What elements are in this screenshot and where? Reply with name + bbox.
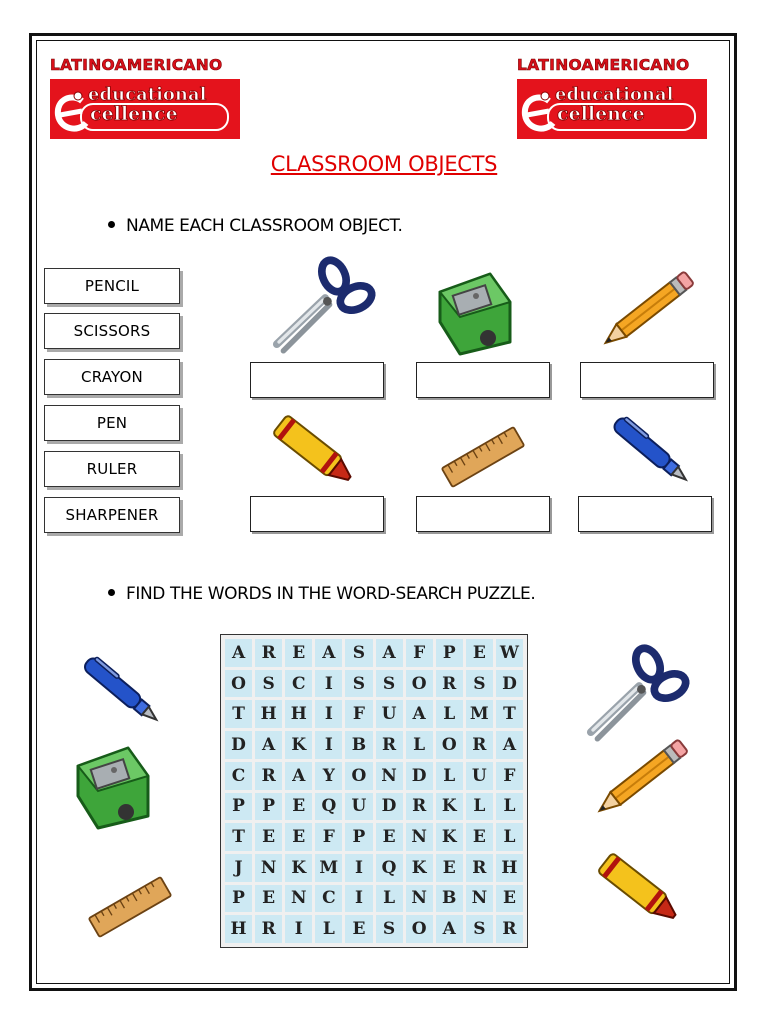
puzzle-cell[interactable]: L [315, 915, 342, 943]
puzzle-cell[interactable]: L [466, 793, 493, 821]
puzzle-cell[interactable]: E [345, 915, 372, 943]
sharpener-icon [430, 262, 530, 362]
puzzle-cell[interactable]: S [466, 915, 493, 943]
puzzle-cell[interactable]: N [285, 885, 312, 913]
puzzle-cell[interactable]: R [436, 670, 463, 698]
puzzle-cell[interactable]: I [315, 670, 342, 698]
puzzle-cell[interactable]: U [466, 762, 493, 790]
puzzle-cell[interactable]: A [376, 639, 403, 667]
instruction-text: FIND THE WORDS IN THE WORD-SEARCH PUZZLE. [126, 584, 536, 604]
puzzle-cell[interactable]: B [345, 731, 372, 759]
puzzle-cell[interactable]: I [345, 854, 372, 882]
logo-line1: educational [555, 84, 674, 105]
logo-line2: cellence [557, 103, 645, 125]
puzzle-cell[interactable]: S [345, 639, 372, 667]
puzzle-cell[interactable]: Q [315, 793, 342, 821]
logo-brand: LATINOAMERICANO [50, 56, 223, 74]
puzzle-cell[interactable]: N [466, 885, 493, 913]
puzzle-cell[interactable]: P [345, 823, 372, 851]
puzzle-cell[interactable]: H [496, 854, 523, 882]
puzzle-cell[interactable]: M [466, 700, 493, 728]
puzzle-cell[interactable]: K [285, 854, 312, 882]
puzzle-cell[interactable]: F [496, 762, 523, 790]
puzzle-cell[interactable]: A [406, 700, 433, 728]
puzzle-cell[interactable]: N [376, 762, 403, 790]
puzzle-cell[interactable]: U [345, 793, 372, 821]
puzzle-cell[interactable]: Y [315, 762, 342, 790]
puzzle-cell[interactable]: L [376, 885, 403, 913]
word-bank-item: PENCIL [44, 268, 180, 304]
scissors-icon [268, 254, 378, 364]
puzzle-cell[interactable]: I [315, 731, 342, 759]
puzzle-cell[interactable]: L [496, 793, 523, 821]
answer-box[interactable] [578, 496, 712, 532]
ruler-icon [74, 862, 186, 952]
puzzle-cell[interactable]: P [255, 793, 282, 821]
logo-line1: educational [88, 84, 207, 105]
logo-brand: LATINOAMERICANO [517, 56, 690, 74]
pencil-icon [584, 730, 694, 830]
puzzle-cell[interactable]: E [466, 639, 493, 667]
puzzle-cell[interactable]: C [285, 670, 312, 698]
puzzle-cell[interactable]: I [345, 885, 372, 913]
puzzle-cell[interactable]: I [315, 700, 342, 728]
puzzle-cell[interactable]: K [285, 731, 312, 759]
puzzle-cell[interactable]: A [255, 731, 282, 759]
puzzle-cell[interactable]: O [225, 670, 252, 698]
puzzle-cell[interactable]: A [285, 762, 312, 790]
puzzle-cell[interactable]: P [225, 793, 252, 821]
puzzle-cell[interactable]: R [496, 915, 523, 943]
puzzle-cell[interactable]: D [496, 670, 523, 698]
puzzle-cell[interactable]: E [466, 823, 493, 851]
word-bank-item: PEN [44, 405, 180, 441]
instruction-word-search [108, 584, 535, 604]
puzzle-cell[interactable]: U [376, 700, 403, 728]
word-bank-item: CRAYON [44, 359, 180, 395]
puzzle-cell[interactable]: P [225, 885, 252, 913]
puzzle-cell[interactable]: I [285, 915, 312, 943]
puzzle-cell[interactable]: T [225, 823, 252, 851]
crayon-icon [258, 400, 368, 500]
puzzle-cell[interactable]: T [225, 700, 252, 728]
puzzle-cell[interactable]: H [255, 700, 282, 728]
bullet-icon [108, 589, 115, 596]
logo-right [517, 56, 707, 144]
puzzle-cell[interactable]: E [376, 823, 403, 851]
puzzle-cell[interactable]: L [436, 700, 463, 728]
answer-box[interactable] [580, 362, 714, 398]
puzzle-cell[interactable]: D [406, 762, 433, 790]
puzzle-cell[interactable]: P [436, 639, 463, 667]
puzzle-cell[interactable]: A [436, 915, 463, 943]
puzzle-cell[interactable]: L [496, 823, 523, 851]
puzzle-cell[interactable]: F [315, 823, 342, 851]
puzzle-cell[interactable]: E [255, 823, 282, 851]
puzzle-cell[interactable]: S [466, 670, 493, 698]
word-bank-item: SCISSORS [44, 313, 180, 349]
puzzle-cell[interactable]: K [436, 823, 463, 851]
puzzle-cell[interactable]: A [496, 731, 523, 759]
puzzle-cell[interactable]: E [255, 885, 282, 913]
ruler-icon [428, 412, 538, 502]
word-bank-item: RULER [44, 451, 180, 487]
puzzle-cell[interactable]: N [255, 854, 282, 882]
bullet-icon [108, 221, 115, 228]
puzzle-cell[interactable]: R [255, 915, 282, 943]
puzzle-cell[interactable]: C [225, 762, 252, 790]
instruction-name-objects [108, 216, 403, 236]
puzzle-cell[interactable]: S [345, 670, 372, 698]
puzzle-cell[interactable]: E [285, 823, 312, 851]
puzzle-cell[interactable]: F [406, 639, 433, 667]
puzzle-cell[interactable]: O [345, 762, 372, 790]
puzzle-cell[interactable]: K [436, 793, 463, 821]
puzzle-cell[interactable]: D [225, 731, 252, 759]
puzzle-cell[interactable]: K [406, 854, 433, 882]
puzzle-cell[interactable]: A [225, 639, 252, 667]
pen-icon [66, 640, 176, 740]
puzzle-cell[interactable]: R [466, 731, 493, 759]
logo-panel [517, 79, 707, 139]
puzzle-cell[interactable]: O [406, 915, 433, 943]
puzzle-cell[interactable]: E [436, 854, 463, 882]
puzzle-cell[interactable]: R [466, 854, 493, 882]
puzzle-cell[interactable]: A [315, 639, 342, 667]
puzzle-cell[interactable]: O [406, 670, 433, 698]
answer-box[interactable] [416, 496, 550, 532]
answer-box[interactable] [416, 362, 550, 398]
puzzle-cell[interactable]: S [376, 670, 403, 698]
puzzle-cell[interactable]: Q [376, 854, 403, 882]
puzzle-cell[interactable]: E [285, 639, 312, 667]
puzzle-cell[interactable]: B [436, 885, 463, 913]
page-title: CLASSROOM OBJECTS [270, 152, 498, 176]
crayon-icon [582, 838, 694, 938]
instruction-text: NAME EACH CLASSROOM OBJECT. [126, 216, 403, 236]
puzzle-cell[interactable]: J [225, 854, 252, 882]
puzzle-cell[interactable]: D [376, 793, 403, 821]
logo-panel [50, 79, 240, 139]
puzzle-cell[interactable]: H [225, 915, 252, 943]
puzzle-cell[interactable]: S [255, 670, 282, 698]
logo-line2: cellence [90, 103, 178, 125]
sharpener-icon [68, 736, 168, 836]
puzzle-cell[interactable]: R [406, 793, 433, 821]
pen-icon [598, 400, 703, 500]
answer-box[interactable] [250, 496, 384, 532]
puzzle-cell[interactable]: T [496, 700, 523, 728]
puzzle-cell[interactable]: H [285, 700, 312, 728]
pencil-icon [590, 262, 700, 362]
puzzle-cell[interactable]: E [496, 885, 523, 913]
answer-box[interactable] [250, 362, 384, 398]
puzzle-cell[interactable]: R [376, 731, 403, 759]
word-search-grid [220, 634, 528, 948]
puzzle-cell[interactable]: E [285, 793, 312, 821]
puzzle-cell[interactable]: C [315, 885, 342, 913]
puzzle-cell[interactable]: N [406, 823, 433, 851]
puzzle-cell[interactable]: O [436, 731, 463, 759]
puzzle-cell[interactable]: R [255, 639, 282, 667]
word-bank-item: SHARPENER [44, 497, 180, 533]
puzzle-cell[interactable]: L [436, 762, 463, 790]
puzzle-cell[interactable]: M [315, 854, 342, 882]
logo-left [50, 56, 240, 144]
puzzle-cell[interactable]: F [345, 700, 372, 728]
puzzle-cell[interactable]: N [406, 885, 433, 913]
puzzle-cell[interactable]: S [376, 915, 403, 943]
puzzle-cell[interactable]: W [496, 639, 523, 667]
puzzle-cell[interactable]: R [255, 762, 282, 790]
puzzle-cell[interactable]: L [406, 731, 433, 759]
